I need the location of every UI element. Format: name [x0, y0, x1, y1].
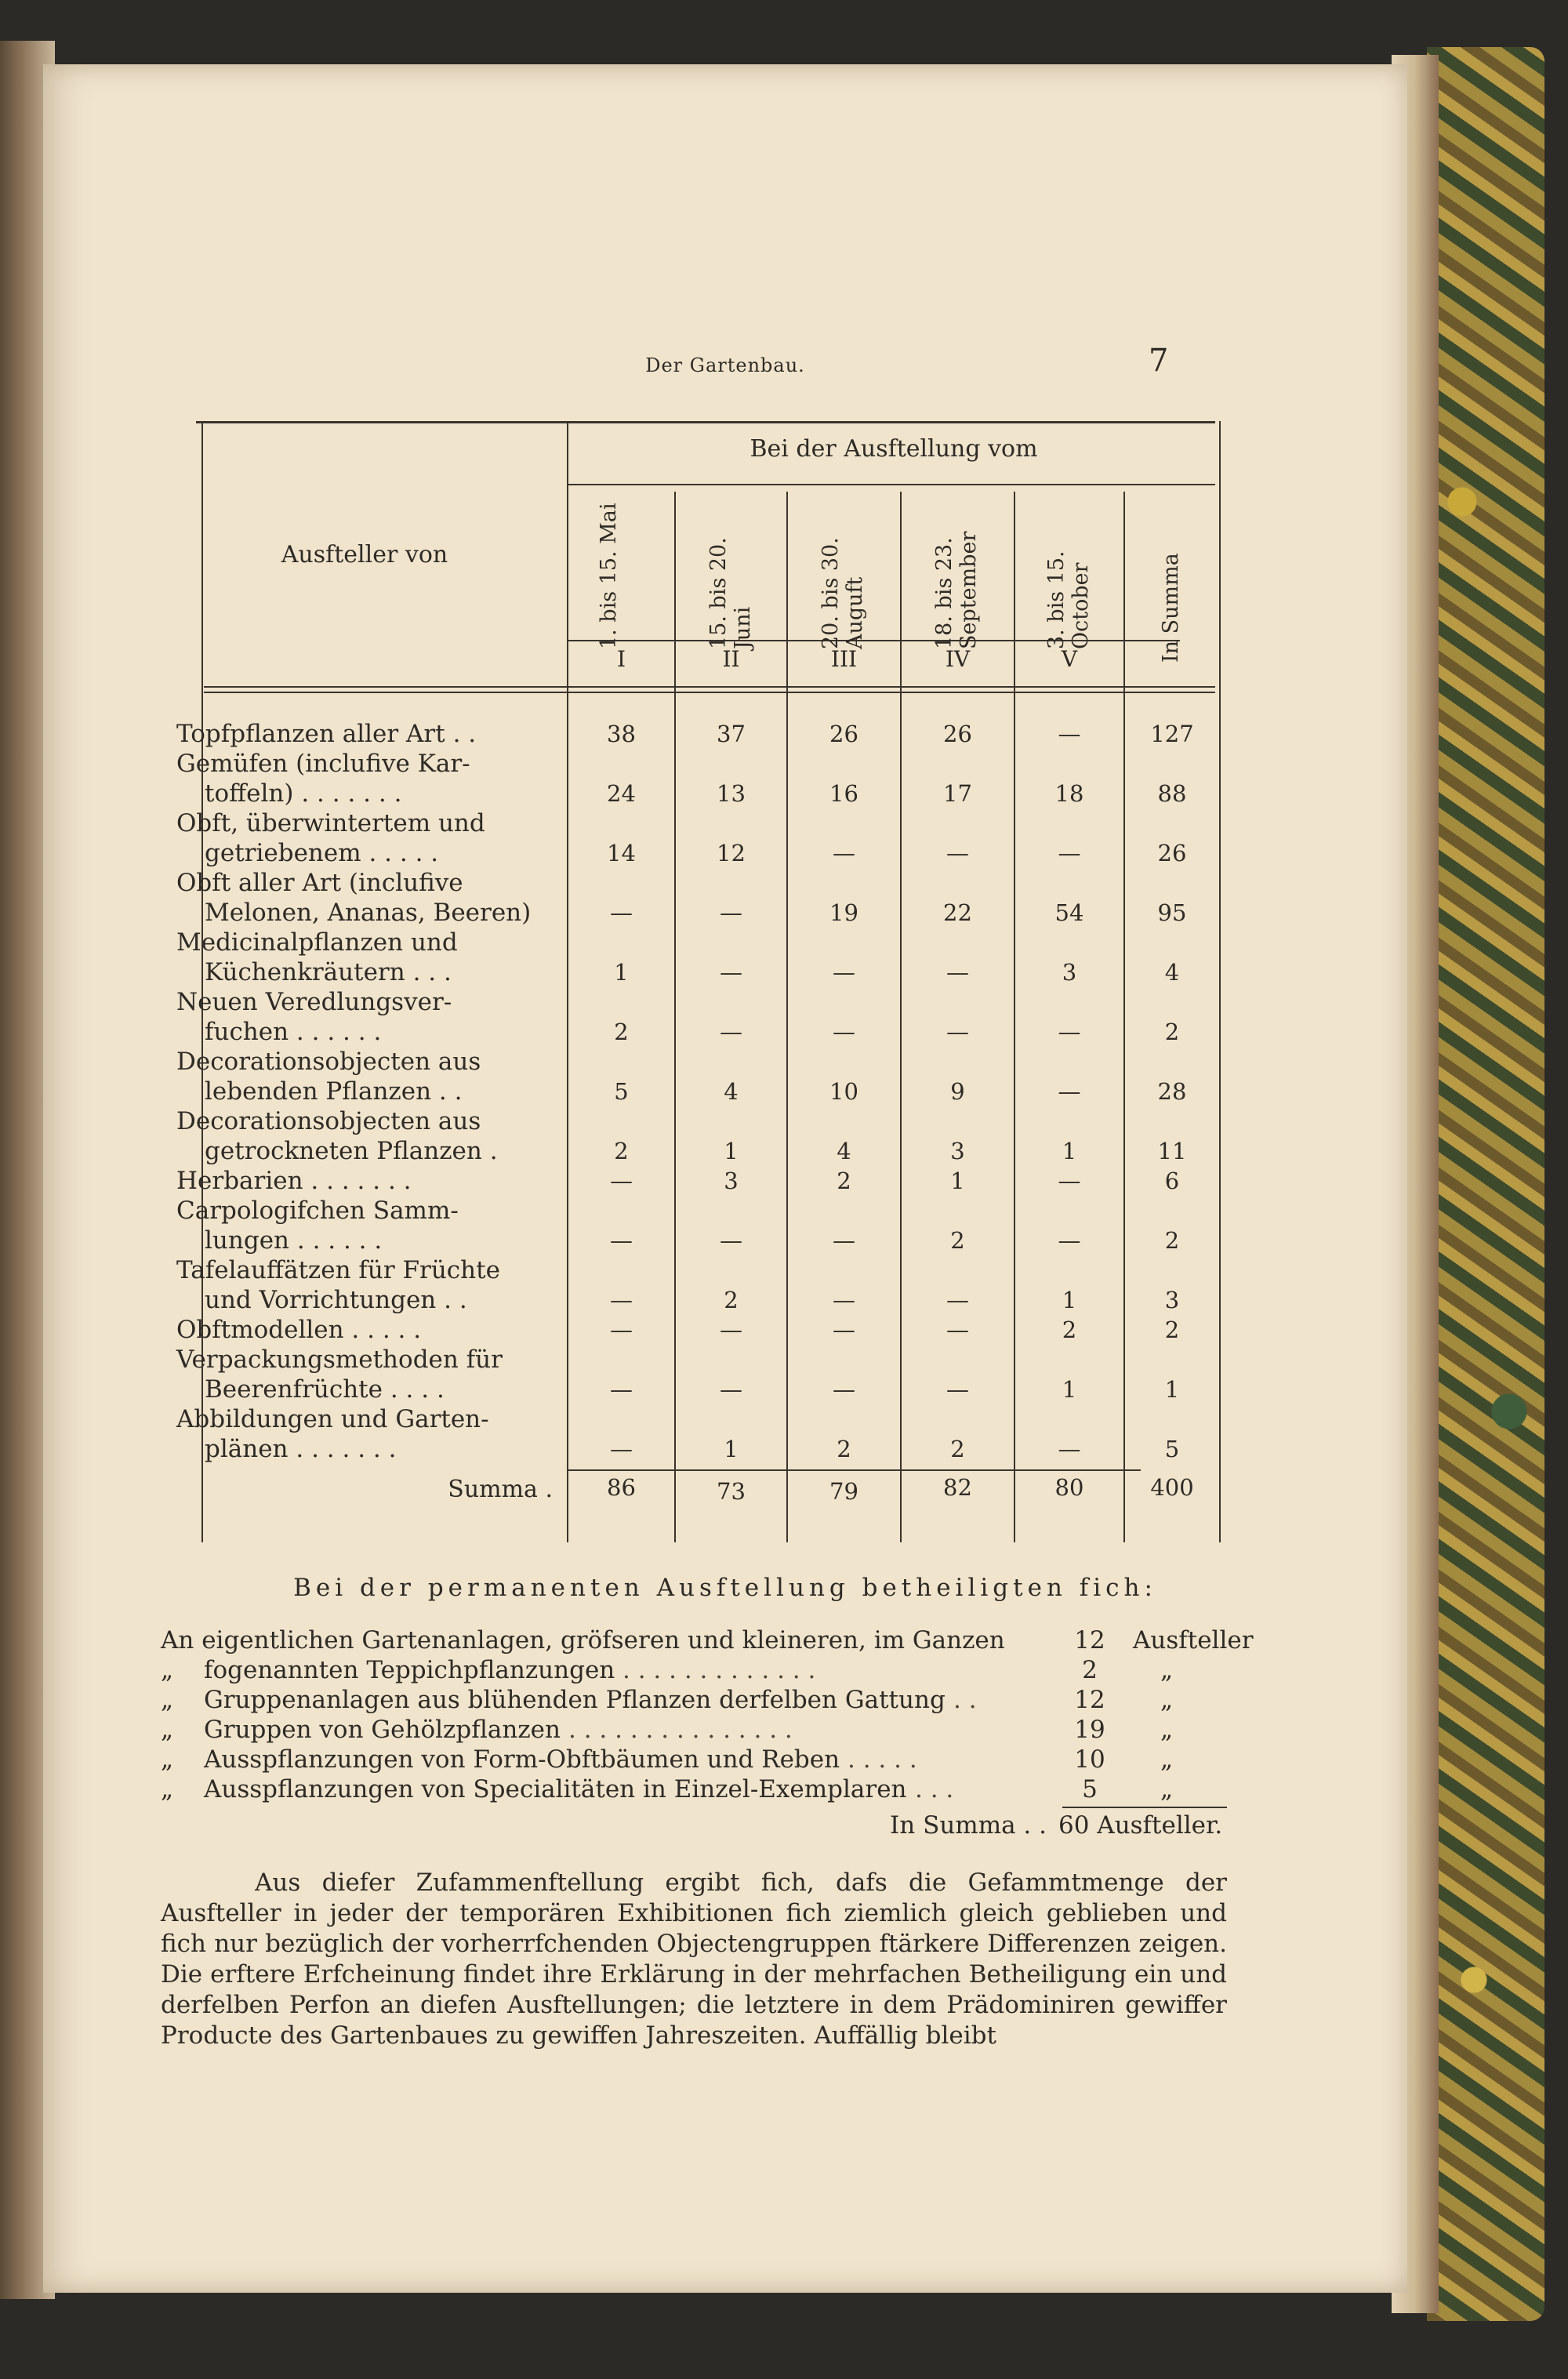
value-cell: — — [946, 1287, 969, 1313]
value-cell: 14 — [607, 840, 636, 866]
roman-numeral: IV — [945, 646, 971, 672]
row-label-line: Küchenkräutern . . . — [205, 958, 452, 986]
row-label-line: Decorationsobjecten aus — [176, 1048, 481, 1076]
value-cell: 12 — [717, 840, 746, 866]
roman-numeral: V — [1061, 646, 1078, 672]
permanent-row-unit: „ — [1160, 1686, 1174, 1714]
marbled-cover — [1427, 47, 1544, 2321]
row-label-line: fuchen . . . . . . — [205, 1018, 382, 1046]
permanent-heading: Bei der permanenten Ausftellung betheiligten fich: — [293, 1574, 1157, 1602]
value-cell: — — [1058, 840, 1081, 866]
row-label-line: und Vorrichtungen . . — [205, 1286, 467, 1314]
row-label-line: getrockneten Pflanzen . — [205, 1137, 498, 1165]
row-label-line: lebenden Pflanzen . . — [205, 1077, 463, 1106]
row-label — [176, 1196, 568, 1255]
value-cell: — — [610, 1227, 633, 1254]
permanent-total-value: 60 Ausfteller. — [1058, 1811, 1223, 1840]
value-cell: 18 — [1054, 780, 1084, 807]
total-cell: 79 — [829, 1478, 858, 1505]
value-cell: 2 — [724, 1287, 739, 1313]
value-cell: — — [1058, 1019, 1081, 1045]
period-header-1: 1. bis 15. Mai — [597, 503, 621, 649]
value-cell: 9 — [950, 1078, 965, 1105]
row-label — [176, 868, 568, 928]
row-label-line: Verpackungsmethoden für — [176, 1346, 503, 1374]
row-label-line: Medicinalpflanzen und — [176, 928, 458, 957]
body-paragraph — [161, 1868, 1227, 2051]
row-label-line: Obft, überwintertem und — [176, 809, 485, 837]
value-cell: — — [720, 1227, 742, 1254]
row-label — [176, 1047, 568, 1106]
roman-numeral: III — [830, 646, 858, 672]
row-label — [176, 808, 568, 868]
value-cell: 13 — [717, 780, 746, 807]
row-label-line: Topfpflanzen aller Art . . — [176, 720, 477, 748]
value-cell: — — [946, 1019, 969, 1045]
value-cell: — — [720, 1019, 742, 1045]
row-label-line: plänen . . . . . . . — [205, 1435, 397, 1463]
value-cell: 17 — [943, 780, 972, 807]
permanent-row — [161, 1716, 1227, 1747]
permanent-row — [161, 1656, 1227, 1687]
permanent-row-count: 12 — [1074, 1626, 1105, 1654]
value-cell: — — [833, 1287, 855, 1313]
value-cell: — — [833, 1317, 855, 1343]
row-label-line: Beerenfrüchte . . . . — [205, 1375, 445, 1404]
row-label — [176, 1315, 568, 1345]
value-cell: — — [833, 1227, 855, 1254]
roman-numeral: II — [722, 646, 740, 672]
row-label-line: lungen . . . . . . — [205, 1226, 383, 1255]
ditto-mark: „ — [161, 1775, 174, 1803]
permanent-row — [161, 1775, 1227, 1807]
row-label-line: Neuen Veredlungsver- — [176, 988, 452, 1016]
value-cell: 5 — [1164, 1436, 1180, 1462]
row-label — [176, 749, 568, 808]
value-cell: 2 — [1164, 1019, 1180, 1045]
value-cell: — — [833, 1376, 855, 1403]
permanent-row-unit: „ — [1160, 1745, 1174, 1774]
value-cell: — — [946, 840, 969, 866]
value-cell: — — [833, 840, 855, 866]
ditto-mark: „ — [161, 1745, 174, 1774]
ditto-mark: „ — [161, 1656, 174, 1684]
value-cell: — — [610, 899, 633, 926]
value-cell: 3 — [724, 1168, 739, 1194]
value-cell: — — [720, 959, 742, 986]
permanent-row — [161, 1745, 1227, 1777]
value-cell: 3 — [1062, 959, 1077, 986]
row-label-line: Carpologifchen Samm- — [176, 1197, 459, 1225]
value-cell: 88 — [1157, 780, 1187, 807]
row-label-line: getriebenem . . . . . — [205, 839, 439, 867]
value-cell: 26 — [943, 721, 972, 747]
permanent-row-count: 2 — [1082, 1656, 1098, 1684]
value-cell: — — [1058, 1168, 1081, 1194]
book-page — [43, 64, 1407, 2293]
value-cell: 16 — [829, 780, 858, 807]
total-cell: 400 — [1150, 1474, 1194, 1501]
row-label-line: Obftmodellen . . . . . — [176, 1316, 422, 1344]
table-main-header: Bei der Ausftellung vom — [750, 435, 1038, 463]
row-label-line: Melonen, Ananas, Beeren) — [205, 899, 532, 927]
row-label — [176, 1345, 568, 1404]
value-cell: — — [1058, 1078, 1081, 1105]
permanent-row-label: Ausspflanzungen von Form-Obftbäumen und Reben — [204, 1745, 840, 1774]
ditto-mark: „ — [161, 1686, 174, 1714]
value-cell: 54 — [1054, 899, 1084, 926]
permanent-row — [161, 1626, 1254, 1658]
leader-dots: . . . — [915, 1775, 954, 1803]
permanent-row-count: 10 — [1074, 1745, 1105, 1774]
permanent-row-unit: Ausfteller — [1133, 1626, 1254, 1654]
value-cell: 6 — [1164, 1168, 1180, 1194]
value-cell: — — [610, 1287, 633, 1313]
value-cell: — — [610, 1168, 633, 1194]
value-cell: 95 — [1157, 899, 1187, 926]
exhibitor-table — [161, 421, 1219, 1542]
value-cell: 4 — [724, 1078, 739, 1105]
roman-numeral: I — [616, 646, 626, 672]
value-cell: — — [610, 1317, 633, 1343]
value-cell: 1 — [1062, 1376, 1077, 1403]
value-cell: 2 — [614, 1138, 629, 1164]
value-cell: — — [720, 899, 742, 926]
period-header-3: 20. bis 30. Auguft — [818, 537, 867, 649]
value-cell: 1 — [1062, 1138, 1077, 1164]
permanent-row-label: Gruppen von Gehölzpflanzen — [204, 1716, 561, 1744]
leader-dots: . . . . . . . . . . . . . — [622, 1656, 816, 1684]
value-cell: 24 — [607, 780, 636, 807]
value-cell: 10 — [829, 1078, 858, 1105]
row-label-line: Herbarien . . . . . . . — [176, 1167, 412, 1195]
running-head: Der Gartenbau. — [645, 354, 805, 376]
value-cell: 1 — [614, 959, 629, 986]
row-label-line: Decorationsobjecten aus — [176, 1107, 481, 1135]
value-cell: 1 — [950, 1168, 965, 1194]
value-cell: 2 — [837, 1168, 851, 1194]
permanent-row-unit: „ — [1160, 1716, 1174, 1744]
permanent-row-label: Gruppenanlagen aus blühenden Pflanzen derfelben Gattung — [204, 1686, 946, 1714]
value-cell: 2 — [950, 1436, 965, 1462]
value-cell: 26 — [829, 721, 858, 747]
value-cell: 11 — [1157, 1138, 1187, 1164]
value-cell: 4 — [1164, 959, 1180, 986]
period-header-5: 3. bis 15. October — [1044, 550, 1093, 649]
row-label — [176, 1404, 568, 1464]
value-cell: 127 — [1150, 721, 1194, 747]
row-label-line: Abbildungen und Garten- — [176, 1405, 489, 1433]
value-cell: 37 — [717, 721, 746, 747]
total-cell: 86 — [607, 1474, 636, 1501]
value-cell: 5 — [614, 1078, 629, 1105]
row-label — [176, 928, 568, 987]
value-cell: 1 — [1062, 1287, 1077, 1313]
permanent-row-count: 5 — [1082, 1775, 1098, 1803]
value-cell: 2 — [1164, 1317, 1180, 1343]
value-cell: — — [720, 1376, 742, 1403]
value-cell: — — [946, 1376, 969, 1403]
permanent-row-unit: „ — [1160, 1775, 1174, 1803]
value-cell: 2 — [614, 1019, 629, 1045]
value-cell: — — [610, 1376, 633, 1403]
row-label — [176, 1255, 568, 1315]
row-label-line: Gemüfen (inclufive Kar- — [176, 750, 470, 778]
value-cell: 2 — [837, 1436, 851, 1462]
row-label — [176, 1166, 568, 1196]
value-cell: 3 — [950, 1138, 965, 1164]
permanent-row-count: 19 — [1074, 1716, 1105, 1744]
row-label-line: toffeln) . . . . . . . — [205, 779, 402, 808]
value-cell: 1 — [724, 1436, 739, 1462]
exhibitors-column-header: Ausfteller von — [281, 541, 448, 568]
leader-dots: . . — [953, 1686, 977, 1714]
value-cell: 26 — [1157, 840, 1187, 866]
value-cell: — — [946, 959, 969, 986]
permanent-row-unit: „ — [1160, 1656, 1174, 1684]
period-header-4: 18. bis 23. September — [932, 531, 981, 649]
value-cell: — — [720, 1317, 742, 1343]
value-cell: — — [833, 1019, 855, 1045]
value-cell: 3 — [1164, 1287, 1180, 1313]
row-label-line: Obft aller Art (inclufive — [176, 869, 463, 897]
permanent-row — [161, 1686, 1227, 1717]
value-cell: 4 — [837, 1138, 851, 1164]
value-cell: 1 — [724, 1138, 739, 1164]
sum-column-header: In Summa — [1159, 553, 1183, 663]
row-label — [176, 1106, 568, 1166]
period-header-2: 15. bis 20. Juni — [706, 537, 755, 649]
value-cell: 2 — [950, 1227, 965, 1254]
value-cell: 1 — [1164, 1376, 1180, 1403]
permanent-row-label: An eigentlichen Gartenanlagen, gröfseren und kleineren, im Ganzen — [161, 1626, 1005, 1654]
row-label — [176, 719, 568, 749]
value-cell: — — [833, 959, 855, 986]
value-cell: — — [946, 1317, 969, 1343]
permanent-row-label: fogenannten Teppichpflanzungen — [204, 1656, 615, 1684]
value-cell: 22 — [943, 899, 972, 926]
leader-dots: . . . . . — [848, 1745, 917, 1774]
value-cell: — — [1058, 721, 1081, 747]
paragraph-text: Aus diefer Zufammenftellung ergibt fich, dafs die Gefammtmenge der Ausfteller in jeder der temporären Exhibitionen fich ziemlich gleich geblieben und fich nur bezüglich der vorherrfchenden Objectengruppen ftärkere Differenzen zeigen. Die erftere Erfcheinung findet ihre Erklärung in der mehrfachen Betheiligung ein und derfelben Perfon an diefen Ausftellungen; die letztere in dem Prädominiren gewiffer Producte des Gartenbaues zu gewiffen Jahreszeiten. Auffällig bleibt — [161, 1869, 1227, 2050]
summa-label: Summa . — [448, 1476, 553, 1503]
total-cell: 80 — [1054, 1474, 1084, 1501]
permanent-row-label: Ausspflanzungen von Specialitäten in Einzel-Exemplaren — [204, 1775, 907, 1803]
value-cell: 19 — [829, 899, 858, 926]
row-label — [176, 987, 568, 1047]
value-cell: — — [610, 1436, 633, 1462]
value-cell: 38 — [607, 721, 636, 747]
value-cell: — — [1058, 1227, 1081, 1254]
value-cell: — — [1058, 1436, 1081, 1462]
value-cell: 2 — [1164, 1227, 1180, 1254]
leader-dots: . . . . . . . . . . . . . . . — [568, 1716, 793, 1744]
ditto-mark: „ — [161, 1716, 174, 1744]
total-cell: 73 — [717, 1478, 746, 1505]
total-cell: 82 — [943, 1474, 972, 1501]
row-label-line: Tafelauffätzen für Früchte — [176, 1256, 500, 1284]
permanent-row-count: 12 — [1074, 1686, 1105, 1714]
page-number: 7 — [1149, 343, 1169, 379]
permanent-total-label: In Summa . . — [890, 1811, 1047, 1840]
value-cell: 28 — [1157, 1078, 1187, 1105]
value-cell: 2 — [1062, 1317, 1077, 1343]
